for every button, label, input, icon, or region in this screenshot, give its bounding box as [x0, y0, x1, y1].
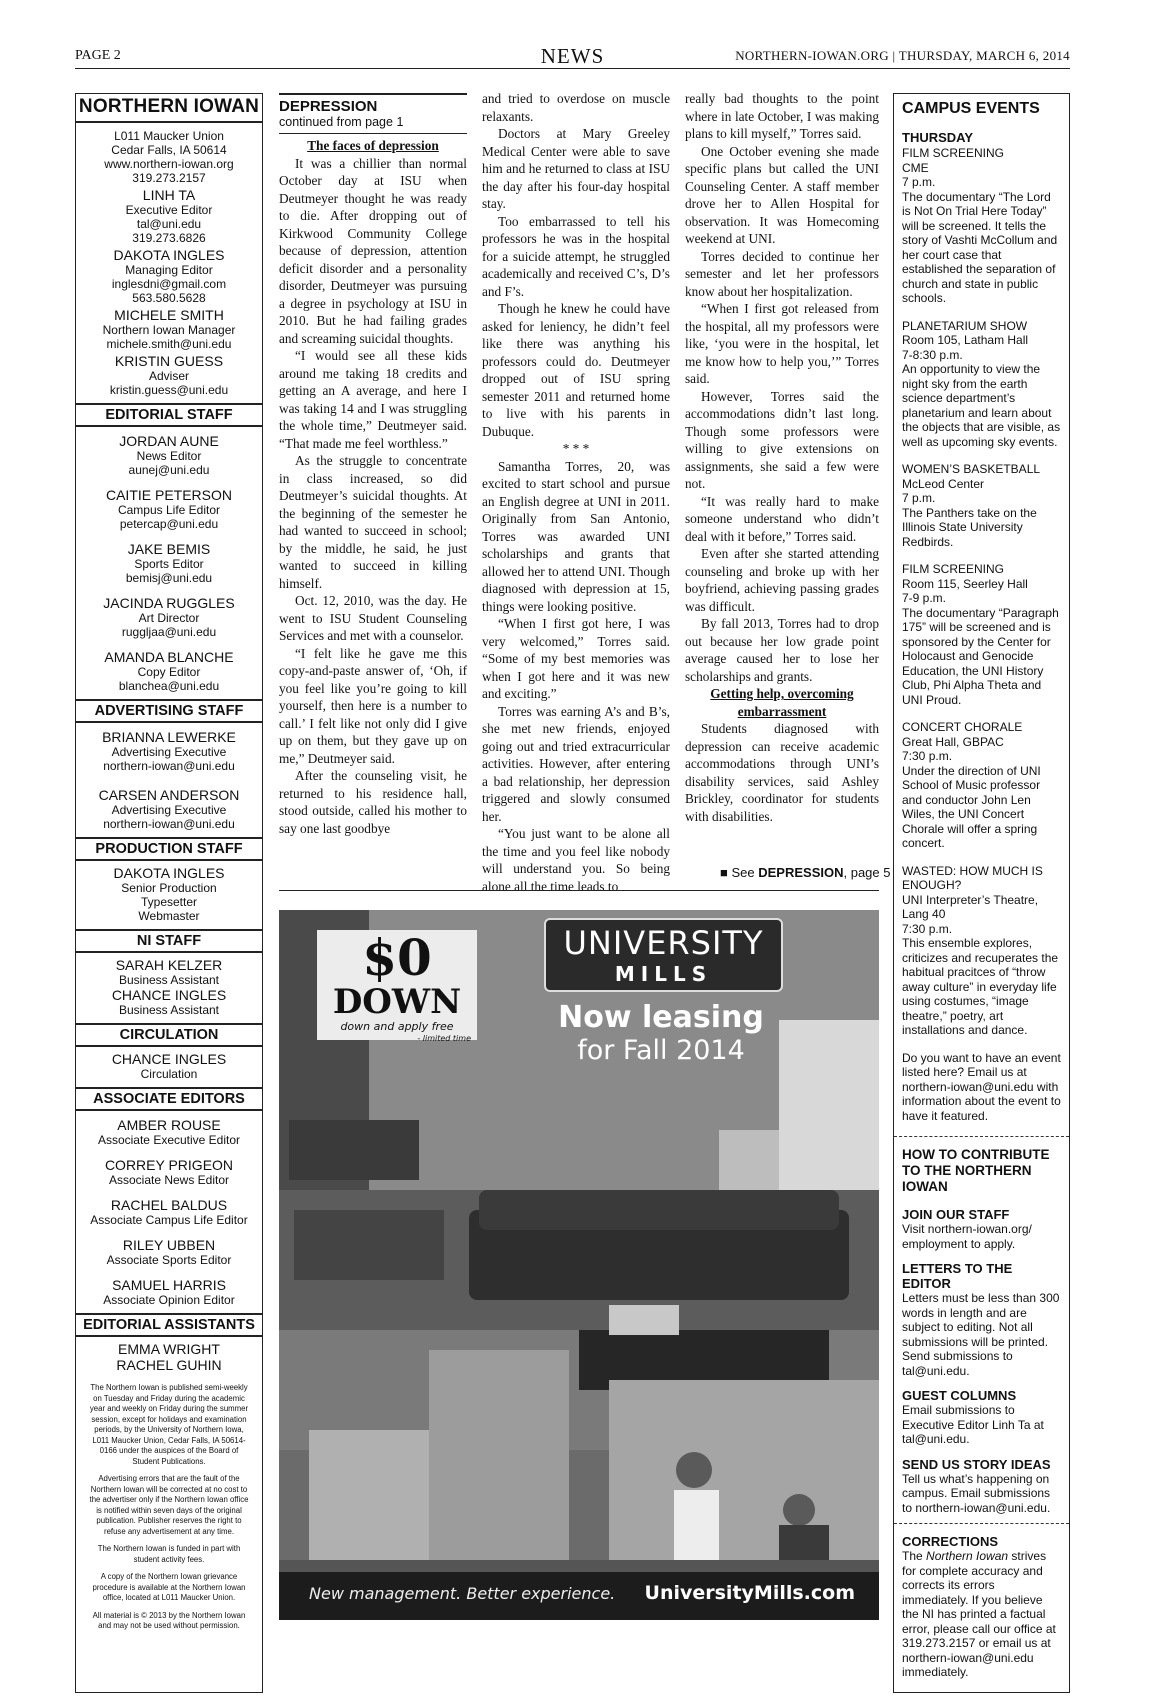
staff-name: SARAH KELZER: [115, 957, 223, 973]
event-location: UNI Interpreter’s Theatre, Lang 40: [902, 892, 1039, 921]
campus-events-sidebar: [893, 93, 1070, 1693]
staff-role: Circulation: [140, 1067, 198, 1081]
paragraph: “It was really hard to make someone understand who didn’t deal with it before,” Torres said.: [685, 493, 879, 544]
staff-role: Business Assistant: [118, 1003, 220, 1017]
staff-role: Advertising Executive: [111, 745, 227, 759]
staff-name: CHANCE INGLES: [111, 987, 227, 1003]
jump-suffix: , page 5: [843, 865, 891, 880]
event-time: 7-9 p.m.: [902, 591, 947, 605]
event-location: McLeod Center: [902, 476, 985, 491]
contribute-item-title: GUEST COLUMNS: [902, 1388, 1017, 1403]
event-item: [902, 864, 1061, 1038]
dashed-divider: [894, 1136, 1069, 1137]
staff-name: DAKOTA INGLES: [113, 247, 225, 263]
paragraph: However, Torres said the accommodations didn’t last long. Though some professors were willing to give extensions on assignments, she said a few were not.: [685, 388, 879, 491]
square-bullet-icon: ■: [720, 865, 728, 880]
staff-email[interactable]: blanchea@uni.edu: [118, 679, 220, 693]
page-header: [75, 46, 1070, 69]
staff-role: Northern Iowan Manager: [102, 323, 236, 337]
staff-phone: 319.273.6826: [132, 231, 206, 245]
ad-divider: [279, 890, 879, 891]
staff-role: News Editor: [136, 449, 202, 463]
staff-phone: 563.580.5628: [132, 291, 206, 305]
staff-email[interactable]: inglesdni@gmail.com: [111, 277, 227, 291]
event-time: 7 p.m.: [902, 491, 936, 505]
event-item: [902, 319, 1061, 450]
event-location: CME: [902, 160, 929, 175]
subhead: Getting help, overcoming embarrassment: [710, 686, 854, 719]
event-name: FILM SCREENING: [902, 146, 1005, 160]
staff-role: Associate Sports Editor: [106, 1253, 232, 1267]
paragraph: “I felt like he gave me this copy-and-paste answer of, ‘Oh, if you feel like you’re going to kill yourself, then here is a number to call.’ I felt like not only did I give up on them, but they gave up on me,” Deutmeyer said.: [279, 645, 467, 766]
paragraph: Though he knew he could have asked for leniency, he didn’t feel like there was anything his professors could do. Deutmeyer dropped out of ISU spring semester 2011 and returned home to live with his parents in Dubuque.: [482, 301, 670, 439]
jump-target: DEPRESSION: [758, 865, 844, 880]
event-description: The Panthers take on the Illinois State University Redbirds.: [902, 505, 1037, 549]
article-column-3: [685, 90, 879, 825]
page-number: PAGE 2: [75, 48, 121, 63]
leasing-line-2: for Fall 2014: [577, 1035, 745, 1066]
article-kicker: [279, 93, 467, 134]
fine-print-paragraph: The Northern Iowan is published semi-weekly on Tuesday and Friday during the academic year and weekly on Friday during the summer session, except for holidays and examination periods, by the University of Northern Iowa, L011 Maucker Union, Cedar Falls, IA 50614-0166 under the auspices of the Board of Student Publications.: [89, 1383, 249, 1466]
promo-down: DOWN: [332, 982, 462, 1022]
staff-name: RILEY UBBEN: [122, 1237, 216, 1253]
paragraph: Doctors at Mary Greeley Medical Center were able to save him and he returned to class at ISU the day after his four-day hospital stay.: [482, 126, 670, 211]
paragraph: Torres decided to continue her semester and let her professors know about her hospitalization.: [685, 248, 879, 299]
staff-role: Senior Production: [121, 881, 217, 895]
event-item: [902, 462, 1061, 549]
event-description: This ensemble explores, criticizes and recuperates the habitual pracitces of “throw away culture” in everyday life using costumes, “image theatre,” poetry, art installations and dance.: [902, 936, 1059, 1037]
staff-name: RACHEL BALDUS: [110, 1197, 228, 1213]
staff-name: JAKE BEMIS: [127, 541, 211, 557]
event-name: PLANETARIUM SHOW: [902, 318, 1028, 333]
ad-footer: [279, 1572, 879, 1620]
address-line: L011 Maucker Union: [114, 129, 224, 143]
staff-role: Associate Opinion Editor: [103, 1293, 235, 1307]
article-column-2: [482, 90, 670, 895]
university-mills-ad[interactable]: [279, 910, 879, 1620]
leasing-line-1: Now leasing: [558, 1000, 764, 1035]
masthead-title: NORTHERN IOWAN: [76, 94, 262, 123]
contribute-item-text: Letters must be less than 300 words in length and are subject to editing. Not all submissions will be printed. Send submissions to tal@uni.edu.: [902, 1291, 1060, 1378]
corrections-pre: The: [902, 1549, 923, 1563]
corrections-paper-name: Northern Iowan: [926, 1549, 1009, 1563]
section-heading: CIRCULATION: [76, 1023, 262, 1047]
event-name: WOMEN’S BASKETBALL: [902, 462, 1041, 476]
address-line: Cedar Falls, IA 50614: [111, 143, 227, 157]
kicker-title: DEPRESSION: [279, 98, 378, 115]
staff-name: RACHEL GUHIN: [116, 1357, 222, 1373]
paragraph: “You just want to be alone all the time and you feel like nobody will understand you. So being alone all the time leads to: [482, 826, 670, 894]
paragraph: Even after she started attending counseling and broke up with her boyfriend, achieving passing grades was difficult.: [685, 546, 879, 614]
section-heading: ASSOCIATE EDITORS: [76, 1087, 262, 1111]
staff-role: Executive Editor: [125, 203, 213, 217]
paragraph: By fall 2013, Torres had to drop out because her low grade point average caused her to lose her scholarships and grants.: [685, 616, 879, 684]
fine-print-paragraph: Advertising errors that are the fault of the Northern Iowan will be corrected at no cost to the advertiser only if the Northern Iowan office is notified within seven days of the original publication. Publisher reserves the right to refuse any advertisement at any time.: [89, 1474, 249, 1536]
staff-name: CORREY PRIGEON: [104, 1157, 234, 1173]
contribute-item-text: Email submissions to Executive Editor Linh Ta at tal@uni.edu.: [902, 1403, 1044, 1446]
staff-role: Sports Editor: [134, 557, 204, 571]
event-description: The documentary “Paragraph 175” will be screened and is sponsored by the Center for Holocaust and Genocide Education, the UNI History Club, Phi Alpha Theta and UNI Proud.: [902, 605, 1059, 707]
event-item: [902, 562, 1061, 707]
site-date: NORTHERN-IOWAN.ORG | THURSDAY, MARCH 6, 2014: [735, 48, 1070, 63]
staff-role: Copy Editor: [137, 665, 201, 679]
paragraph: Oct. 12, 2010, was the day. He went to ISU Student Counseling Services and met with a counselor.: [279, 593, 467, 643]
staff-email[interactable]: ruggljaa@uni.edu: [121, 625, 217, 639]
continued-line: continued from page 1: [279, 115, 404, 129]
jump-line[interactable]: [720, 865, 891, 880]
staff-role: Campus Life Editor: [117, 503, 221, 517]
staff-role: Adviser: [148, 369, 189, 383]
staff-name: AMANDA BLANCHE: [104, 649, 234, 665]
staff-name: BRIANNA LEWERKE: [102, 729, 236, 745]
phone: 319.273.2157: [132, 171, 206, 185]
event-time: 7:30 p.m.: [902, 749, 953, 763]
events-day: THURSDAY: [902, 130, 974, 145]
event-name: CONCERT CHORALE: [902, 720, 1023, 734]
event-item: [902, 146, 1061, 306]
leasing-headline: [541, 1000, 781, 1066]
staff-email[interactable]: aunej@uni.edu: [128, 463, 210, 477]
event-time: 7 p.m.: [902, 175, 936, 189]
section-heading: EDITORIAL STAFF: [76, 403, 262, 427]
event-location: Room 105, Latham Hall: [902, 333, 1029, 347]
section-break: * * *: [562, 441, 590, 456]
staff-email[interactable]: tal@uni.edu: [136, 217, 202, 231]
event-location: Great Hall, GBPAC: [902, 734, 1004, 749]
event-description: Under the direction of UNI School of Music professor and conductor John Len Wiles, the UNI Concert Chorale will offer a spring concert.: [902, 763, 1041, 850]
staff-email[interactable]: michele.smith@uni.edu: [106, 337, 232, 351]
fine-print-paragraph: All material is © 2013 by the Northern Iowan and may not be used without permission.: [92, 1610, 246, 1630]
staff-role: Webmaster: [138, 909, 200, 923]
events-title: CAMPUS EVENTS: [902, 100, 1040, 117]
section-heading: EDITORIAL ASSISTANTS: [76, 1313, 262, 1337]
promo-price: $0: [362, 928, 432, 987]
brand-top: UNIVERSITY: [563, 924, 764, 962]
paragraph: After the counseling visit, he returned to his residence hall, stood outside, called his mother to say one last goodbye: [279, 768, 467, 836]
contribute-item-text: Tell us what’s happening on campus. Email submissions to northern-iowan@uni.edu.: [902, 1471, 1051, 1515]
paragraph: “When I first got here, I was very welcomed,” Torres said. “Some of my best memories was when I got here and it was new and exciting.”: [482, 616, 670, 701]
fine-print-paragraph: A copy of the Northern Iowan grievance procedure is available at the Northern Iowan office, located at L011 Maucker Union.: [92, 1572, 246, 1602]
paragraph: Torres was earning A’s and B’s, she met new friends, enjoyed going out and tried extracurricular activities. However, after entering a bad relationship, her depression triggered and slowly consumed her.: [482, 703, 670, 824]
staff-email[interactable]: northern-iowan@uni.edu: [103, 759, 235, 773]
paragraph: One October evening she made specific plans but called the UNI Counseling Center. A staff member drove her to Allen Hospital for observation. It was Homecoming weekend at UNI.: [685, 143, 879, 246]
staff-name: EMMA WRIGHT: [118, 1341, 220, 1357]
staff-email[interactable]: kristin.guess@uni.edu: [109, 383, 229, 397]
contribute-item-title: JOIN OUR STAFF: [902, 1207, 1010, 1222]
staff-name: CARSEN ANDERSON: [98, 787, 240, 803]
event-location: Room 115, Seerley Hall: [902, 576, 1028, 591]
contribute-item-title: LETTERS TO THE EDITOR: [902, 1261, 1013, 1291]
contribute-heading: HOW TO CONTRIBUTE TO THE NORTHERN IOWAN: [902, 1147, 1050, 1194]
paragraph: really bad thoughts to the point where in late October, I was making plans to kill myself,” Torres said.: [685, 91, 879, 141]
staff-role: Typesetter: [140, 895, 198, 909]
event-description: The documentary “The Lord is Not On Trial Here Today” will be screened. It tells the story of Vashti McCollum and her court case that established the separation of church and state in public schools.: [902, 189, 1058, 305]
event-time: 7-8:30 p.m.: [902, 347, 963, 362]
staff-role: Business Assistant: [118, 973, 220, 987]
section-title: NEWS: [540, 44, 605, 68]
section-heading: NI STAFF: [76, 929, 262, 953]
brand-bottom: MILLS: [614, 962, 713, 986]
masthead: [75, 93, 263, 1693]
paragraph: Too embarrassed to tell his professors he was in the hospital for a suicide attempt, he struggled academically and received C’s, D’s and F’s.: [482, 213, 670, 299]
submit-event-note: Do you want to have an event listed here? Email us at northern-iowan@uni.edu with information about the event to have it featured.: [902, 1050, 1061, 1123]
paragraph: As the struggle to concentrate in class increased, so did Deutmeyer’s suicidal thoughts. At the beginning of the semester he had wanted to succeed in school; by the middle, he said, he just wanted to succeed in killing himself.: [279, 453, 467, 591]
staff-role: Advertising Executive: [111, 803, 227, 817]
paragraph: Samantha Torres, 20, was excited to start school and pursue an English degree at UNI in 2011. Originally from San Antonio, Torres was awarded UNI scholarships and grants that allowed her to attend UNI. Though diagnosed with depression at 15, things were looking positive.: [482, 458, 670, 614]
staff-name: LINH TA: [142, 187, 196, 203]
paragraph: “I would see all these kids around me taking 18 credits and getting an A average, and here I was taking 14 and I was struggling the whole time,” Deutmeyer said. “That made me feel worthless.”: [279, 348, 467, 451]
promo-card: [317, 928, 477, 1043]
staff-role: Art Director: [138, 611, 200, 625]
paragraph: Students diagnosed with depression can receive academic accommodations through UNI’s disability services, said Ashley Brickley, coordinator for students with disabilities.: [685, 721, 879, 824]
paragraph: It was a chillier than normal October day at ISU when Deutmeyer thought he was ready to die. After dropping out of Kirkwood Community College because of depression, attention deficit disorder and a personality disorder, Deutmeyer was pursuing a degree in psychology at ISU in 2010. But he had failing grades and screaming suicidal thoughts.: [279, 155, 467, 346]
staff-name: JACINDA RUGGLES: [103, 595, 235, 611]
event-item: [902, 720, 1061, 851]
event-name: WASTED: HOW MUCH IS ENOUGH?: [902, 863, 1043, 892]
promo-limited: - limited time: [417, 1034, 471, 1043]
fine-print: [76, 1383, 262, 1632]
staff-role: Managing Editor: [125, 263, 213, 277]
event-name: FILM SCREENING: [902, 562, 1005, 576]
corrections-heading: CORRECTIONS: [902, 1534, 999, 1549]
staff-name: KRISTIN GUESS: [114, 353, 224, 369]
paragraph: and tried to overdose on muscle relaxants.: [482, 91, 670, 124]
staff-name: CAITIE PETERSON: [105, 487, 233, 503]
staff-role: Associate News Editor: [108, 1173, 230, 1187]
staff-email[interactable]: northern-iowan@uni.edu: [103, 817, 235, 831]
staff-name: JORDAN AUNE: [119, 433, 219, 449]
jump-prefix: See: [731, 865, 755, 880]
event-description: An opportunity to view the night sky from the earth science department’s planetarium and learn about the objects that are visible, as well as upcoming sky events.: [902, 362, 1061, 449]
ad-tagline: New management. Better experience.: [309, 1584, 616, 1603]
corrections-body: strives for complete accuracy and corrects its errors immediately. If you believe the NI has printed a factual error, please call our office at 319.273.2157 or email us at northern-iowan@uni.edu immediately.: [902, 1549, 1056, 1679]
dashed-divider: [894, 1523, 1069, 1524]
website-link[interactable]: www.northern-iowan.org: [104, 157, 234, 171]
subhead: The faces of depression: [307, 138, 439, 153]
staff-email[interactable]: petercap@uni.edu: [119, 517, 219, 531]
corrections-text: [902, 1549, 1061, 1680]
contribute-item-title: SEND US STORY IDEAS: [902, 1456, 1051, 1472]
paragraph: “When I first got released from the hospital, all my professors were like, ‘you were in the hospital, let me know how to help you,’” Torres said.: [685, 301, 879, 386]
staff-role: Associate Campus Life Editor: [90, 1213, 248, 1227]
staff-role: Associate Executive Editor: [97, 1133, 241, 1147]
staff-name: CHANCE INGLES: [111, 1051, 227, 1067]
ad-url-link[interactable]: UniversityMills.com: [644, 1582, 855, 1604]
promo-apply: down and apply free: [340, 1020, 454, 1033]
event-time: 7:30 p.m.: [902, 921, 953, 936]
staff-name: SAMUEL HARRIS: [112, 1277, 226, 1293]
staff-name: AMBER ROUSE: [117, 1117, 221, 1133]
contribute-item-text: Visit northern-iowan.org/ employment to apply.: [902, 1222, 1032, 1251]
brand-logo: [544, 918, 783, 992]
section-heading: PRODUCTION STAFF: [76, 837, 262, 861]
staff-name: MICHELE SMITH: [114, 307, 224, 323]
staff-name: DAKOTA INGLES: [113, 865, 225, 881]
section-heading: ADVERTISING STAFF: [76, 699, 262, 723]
staff-email[interactable]: bemisj@uni.edu: [125, 571, 213, 585]
article-column-1: [279, 137, 467, 837]
fine-print-paragraph: The Northern Iowan is funded in part with student activity fees.: [97, 1544, 241, 1564]
